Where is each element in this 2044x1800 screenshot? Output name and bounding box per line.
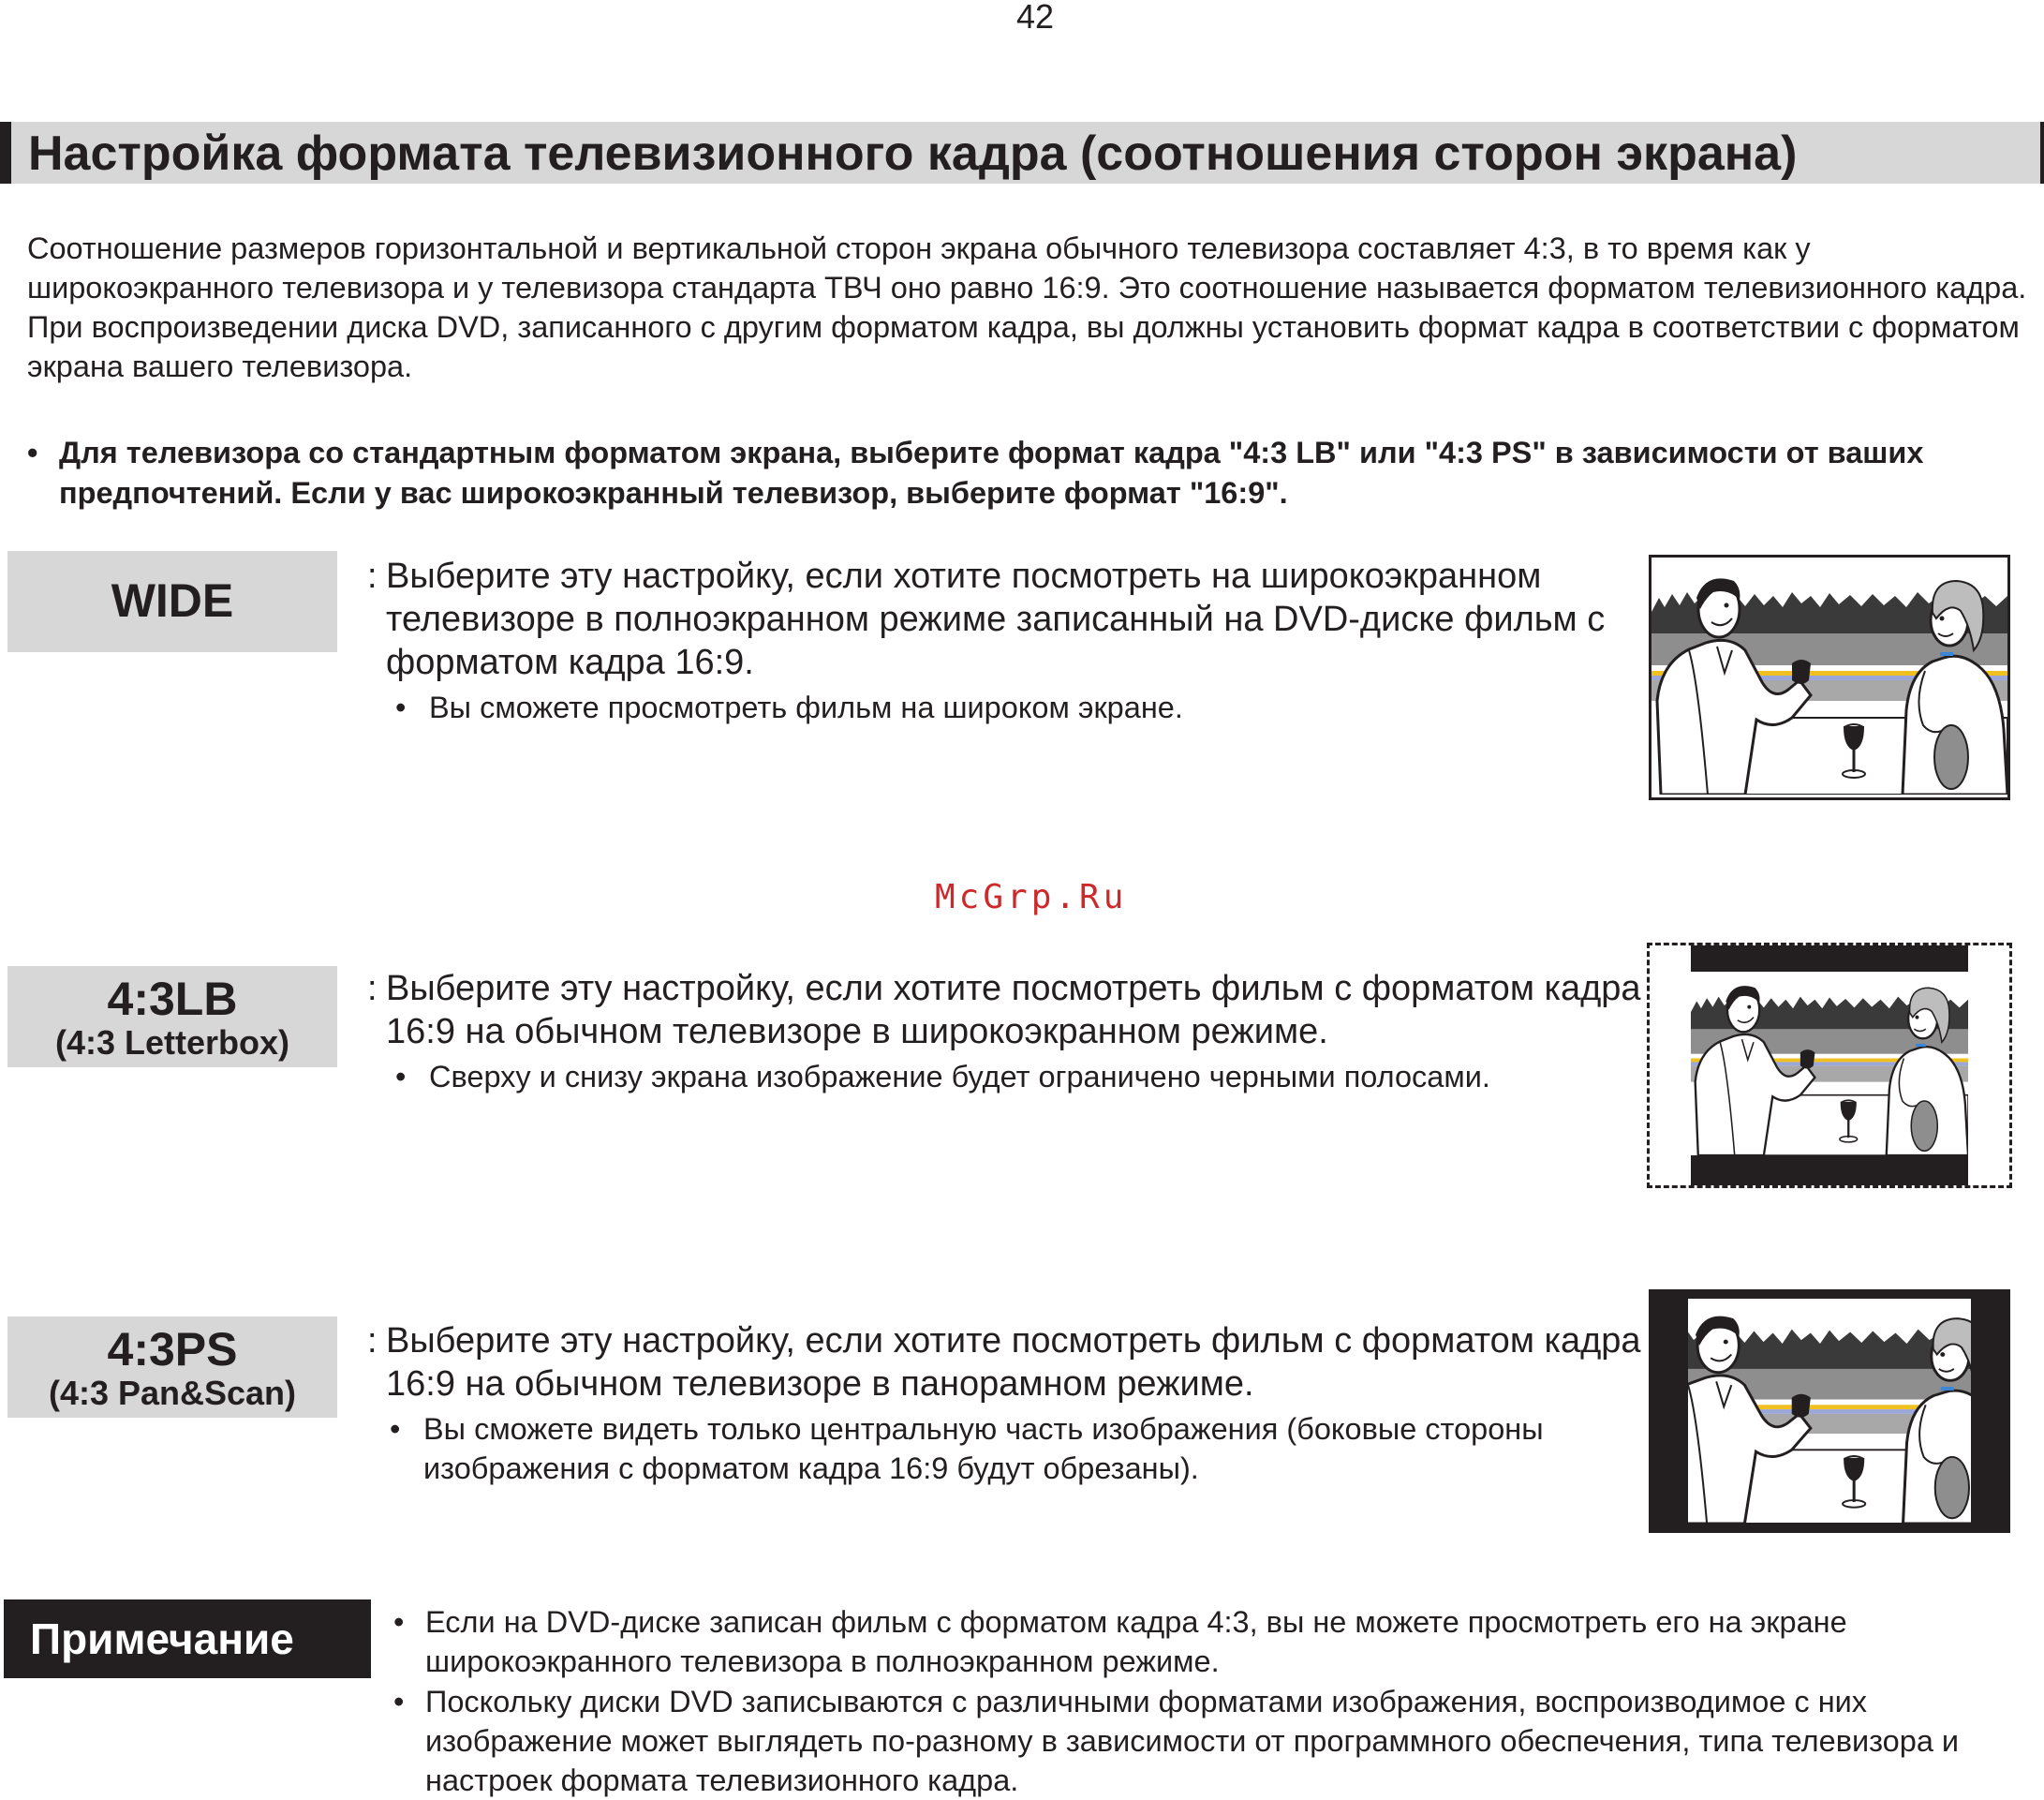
title-rule bbox=[2040, 122, 2044, 184]
mode-bullet-text: Вы сможете просмотреть фильм на широком экране. bbox=[429, 691, 1183, 724]
colon: : bbox=[367, 969, 378, 1008]
bullet-dot: • bbox=[27, 436, 38, 469]
bullet-dot: • bbox=[395, 1060, 407, 1093]
mode-description-text: Выберите эту настройку, если хотите посмотреть фильм с форматом кадра 16:9 на обычном телевизоре в панорамном режиме. bbox=[386, 1321, 1641, 1404]
note-label: Примечание bbox=[4, 1599, 371, 1678]
colon: : bbox=[367, 557, 378, 596]
bullet-dot: • bbox=[390, 1412, 401, 1446]
note-item-text: Если на DVD-диске записан фильм с форматом кадра 4:3, вы не можете просмотреть его на экране широкоэкранного телевизора в полноэкранном режиме. bbox=[425, 1605, 1847, 1678]
mode-label-letterbox bbox=[7, 966, 337, 1067]
couple-at-table-image bbox=[1691, 972, 1968, 1155]
mode-sublabel-text: (4:3 Letterbox) bbox=[54, 1023, 290, 1062]
title-bar bbox=[0, 122, 2044, 184]
page-number: 42 bbox=[1015, 0, 1055, 36]
mode-description-text: Выберите эту настройку, если хотите посмотреть фильм с форматом кадра 16:9 на обычном телевизоре в широкоэкранном режиме. bbox=[386, 969, 1641, 1051]
mode-description-text: Выберите эту настройку, если хотите посмотреть на широкоэкранном телевизоре в полноэкранном режиме записанный на DVD-диске фильм с форматом кадра 16:9. bbox=[386, 557, 1606, 682]
widescreen-illustration bbox=[1649, 555, 2010, 800]
tv-frame bbox=[1691, 945, 1968, 1185]
mode-bullet-text: Вы сможете видеть только центральную часть изображения (боковые стороны изображения с форматом кадра 16:9 будут обрезаны). bbox=[423, 1412, 1544, 1485]
mode-label-text: 4:3PS bbox=[107, 1323, 238, 1376]
colon: : bbox=[367, 1321, 378, 1361]
mode-label-text: 4:3LB bbox=[107, 973, 238, 1025]
key-note-text: Для телевизора со стандартным форматом экрана, выберите формат кадра "4:3 LB" или "4:3 PS" в зависимости от ваших предпочтений. Если у вас широкоэкранный телевизор, выберите формат "16:9". bbox=[59, 436, 1924, 510]
mode-label-text: WIDE bbox=[111, 574, 234, 627]
pan-scan-illustration bbox=[1649, 1289, 2010, 1533]
letterbox-illustration bbox=[1647, 943, 2012, 1188]
bullet-dot: • bbox=[395, 691, 407, 724]
bullet-dot: • bbox=[393, 1605, 405, 1639]
intro-paragraph: Соотношение размеров горизонтальной и вертикальной сторон экрана обычного телевизора составляет 4:3, в то время как у широкоэкранного телевизора и у телевизора стандарта ТВЧ оно равно 16:9. Это соотношение называется форматом телевизионного кадра. При воспроизведении диска DVD, записанного с другим форматом кадра, вы должны установить формат кадра в соответствии с форматом экрана вашего телевизора. bbox=[27, 231, 2027, 383]
mode-label-pan-scan bbox=[7, 1317, 337, 1418]
mode-bullet-text: Сверху и снизу экрана изображение будет ограничено черными полосами. bbox=[429, 1060, 1490, 1093]
couple-at-table-image bbox=[1651, 558, 2007, 797]
mode-label-wide bbox=[7, 551, 337, 652]
page-title: Настройка формата телевизионного кадра (соотношения сторон экрана) bbox=[28, 126, 1798, 181]
watermark: McGrp.Ru bbox=[935, 878, 1128, 916]
mode-sublabel-text: (4:3 Pan&Scan) bbox=[48, 1374, 297, 1412]
bullet-dot: • bbox=[393, 1685, 405, 1718]
note-item-text: Поскольку диски DVD записываются с различными форматами изображения, воспроизводимое с них изображение может выглядеть по-разному в зависимости от программного обеспечения, типа телевизора и настроек формата телевизионного кадра. bbox=[425, 1685, 1960, 1797]
couple-at-table-image bbox=[1688, 1299, 1971, 1524]
